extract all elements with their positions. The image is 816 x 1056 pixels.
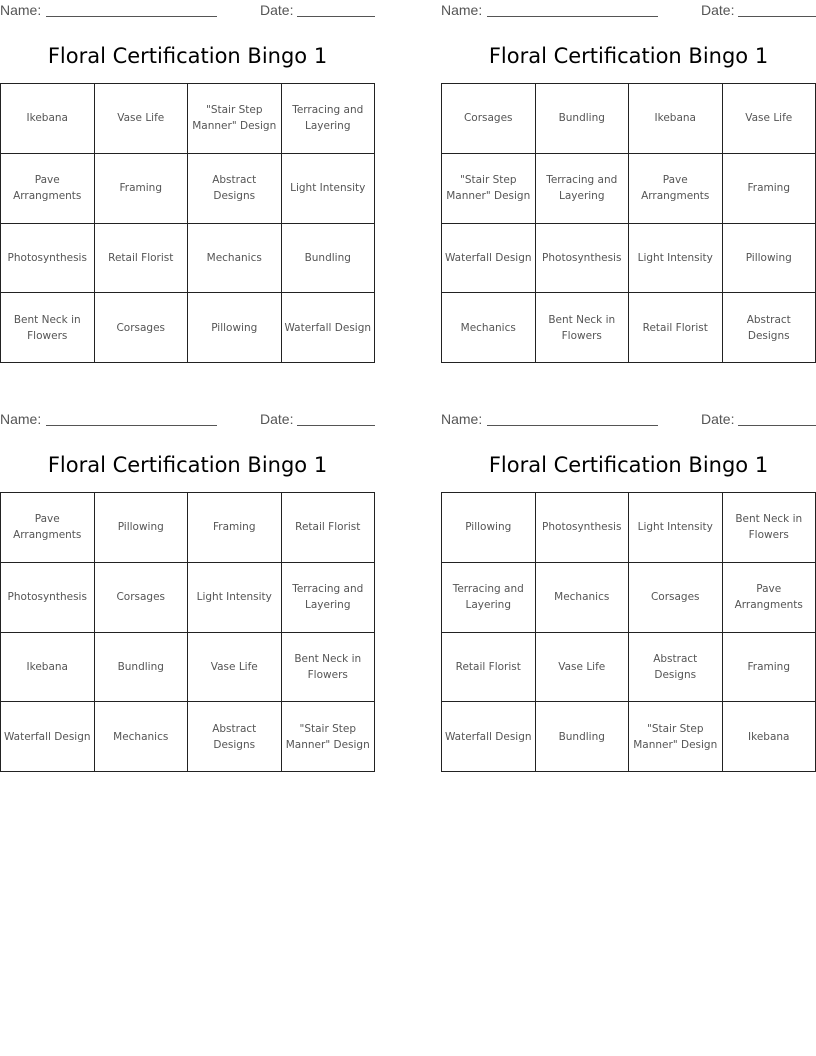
- bingo-cell: Mechanics: [188, 224, 282, 294]
- bingo-cell: Corsages: [95, 563, 189, 633]
- bingo-cell: Terracing and Layering: [442, 563, 536, 633]
- bingo-cell: Mechanics: [95, 702, 189, 772]
- bingo-cell: Bundling: [95, 633, 189, 703]
- bingo-cell: Pillowing: [95, 493, 189, 563]
- bingo-grid: [0, 83, 375, 363]
- bingo-cell: Terracing and Layering: [282, 563, 376, 633]
- bingo-cell: Photosynthesis: [536, 493, 630, 563]
- bingo-cell: Bent Neck in Flowers: [723, 493, 816, 563]
- bingo-cell: Abstract Designs: [188, 154, 282, 224]
- card-title: Floral Certification Bingo 1: [488, 453, 769, 477]
- name-label: Name:: [441, 2, 483, 18]
- bingo-cell: Framing: [188, 493, 282, 563]
- bingo-cell: Vase Life: [536, 633, 630, 703]
- bingo-cell: Framing: [723, 633, 816, 703]
- bingo-cell: Mechanics: [442, 293, 536, 363]
- name-blank: [46, 16, 217, 17]
- date-label: Date:: [260, 411, 294, 427]
- bingo-cell: Light Intensity: [282, 154, 376, 224]
- bingo-cell: "Stair Step Manner" Design: [188, 84, 282, 154]
- bingo-cell: "Stair Step Manner" Design: [282, 702, 376, 772]
- bingo-cell: Ikebana: [1, 633, 95, 703]
- bingo-cell: Abstract Designs: [723, 293, 816, 363]
- name-date-line: [0, 2, 375, 20]
- name-date-line: [441, 411, 816, 429]
- name-date-line: [0, 411, 375, 429]
- card-title: Floral Certification Bingo 1: [488, 44, 769, 68]
- bingo-cell: Waterfall Design: [442, 702, 536, 772]
- bingo-cell: Corsages: [629, 563, 723, 633]
- date-blank: [738, 16, 816, 17]
- bingo-cell: Vase Life: [188, 633, 282, 703]
- bingo-card-4: [441, 409, 816, 784]
- bingo-cell: Terracing and Layering: [282, 84, 376, 154]
- bingo-cell: Photosynthesis: [1, 224, 95, 294]
- bingo-cell: Bent Neck in Flowers: [282, 633, 376, 703]
- bingo-cell: Pave Arrangments: [1, 154, 95, 224]
- date-label: Date:: [701, 411, 735, 427]
- name-label: Name:: [441, 411, 483, 427]
- date-blank: [297, 16, 375, 17]
- bingo-grid: [0, 492, 375, 772]
- bingo-cell: Retail Florist: [442, 633, 536, 703]
- bingo-card-1: [0, 0, 375, 375]
- bingo-cell: Ikebana: [723, 702, 816, 772]
- bingo-cell: Vase Life: [95, 84, 189, 154]
- bingo-cell: Pillowing: [188, 293, 282, 363]
- bingo-card-2: [441, 0, 816, 375]
- bingo-cell: Light Intensity: [629, 224, 723, 294]
- name-blank: [46, 425, 217, 426]
- bingo-cell: Terracing and Layering: [536, 154, 630, 224]
- bingo-cell: Abstract Designs: [629, 633, 723, 703]
- bingo-cell: Pave Arrangments: [1, 493, 95, 563]
- bingo-cell: Corsages: [95, 293, 189, 363]
- bingo-cell: Pave Arrangments: [723, 563, 816, 633]
- bingo-cell: "Stair Step Manner" Design: [442, 154, 536, 224]
- bingo-cell: Retail Florist: [282, 493, 376, 563]
- bingo-grid: [441, 83, 816, 363]
- bingo-cell: Waterfall Design: [282, 293, 376, 363]
- bingo-cell: Bent Neck in Flowers: [1, 293, 95, 363]
- bingo-cell: Corsages: [442, 84, 536, 154]
- date-blank: [297, 425, 375, 426]
- bingo-cell: Photosynthesis: [1, 563, 95, 633]
- name-blank: [487, 16, 658, 17]
- bingo-cell: Retail Florist: [629, 293, 723, 363]
- bingo-cell: Photosynthesis: [536, 224, 630, 294]
- name-label: Name:: [0, 411, 42, 427]
- bingo-grid: [441, 492, 816, 772]
- bingo-cell: Framing: [95, 154, 189, 224]
- bingo-cell: "Stair Step Manner" Design: [629, 702, 723, 772]
- bingo-cell: Vase Life: [723, 84, 816, 154]
- bingo-cell: Bundling: [536, 702, 630, 772]
- bingo-cell: Bent Neck in Flowers: [536, 293, 630, 363]
- bingo-cell: Ikebana: [629, 84, 723, 154]
- date-label: Date:: [260, 2, 294, 18]
- bingo-cell: Pillowing: [723, 224, 816, 294]
- bingo-cell: Abstract Designs: [188, 702, 282, 772]
- bingo-cell: Light Intensity: [629, 493, 723, 563]
- card-title: Floral Certification Bingo 1: [47, 453, 328, 477]
- name-blank: [487, 425, 658, 426]
- bingo-cell: Ikebana: [1, 84, 95, 154]
- bingo-cell: Mechanics: [536, 563, 630, 633]
- bingo-cell: Framing: [723, 154, 816, 224]
- bingo-cell: Bundling: [282, 224, 376, 294]
- bingo-cell: Retail Florist: [95, 224, 189, 294]
- bingo-cell: Pave Arrangments: [629, 154, 723, 224]
- date-label: Date:: [701, 2, 735, 18]
- bingo-cell: Bundling: [536, 84, 630, 154]
- name-label: Name:: [0, 2, 42, 18]
- date-blank: [738, 425, 816, 426]
- name-date-line: [441, 2, 816, 20]
- bingo-cell: Waterfall Design: [442, 224, 536, 294]
- bingo-cell: Light Intensity: [188, 563, 282, 633]
- bingo-cell: Waterfall Design: [1, 702, 95, 772]
- card-title: Floral Certification Bingo 1: [47, 44, 328, 68]
- bingo-card-3: [0, 409, 375, 784]
- bingo-cell: Pillowing: [442, 493, 536, 563]
